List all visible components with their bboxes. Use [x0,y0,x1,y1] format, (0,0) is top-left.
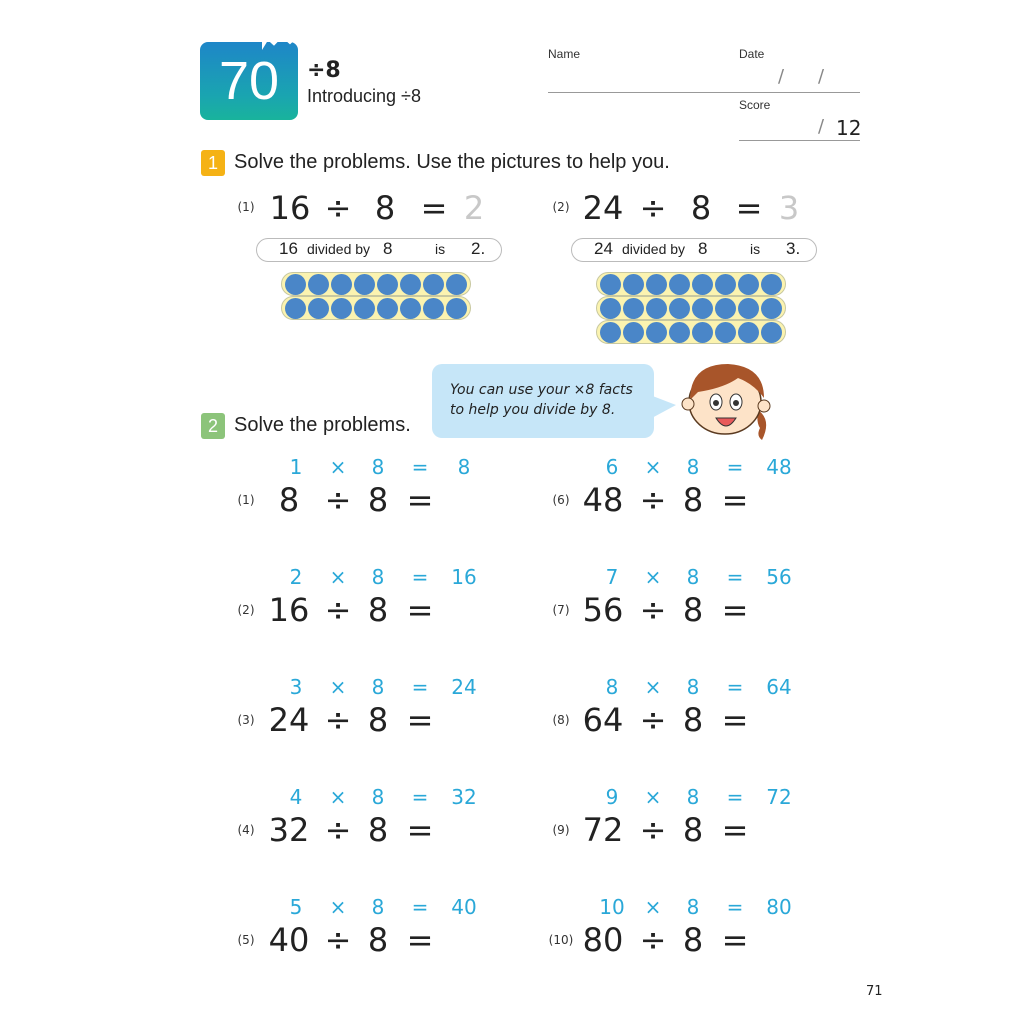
counter-dot [354,274,375,295]
equation-eq: = [420,189,448,227]
equation-op: ÷ [324,189,352,227]
equation-divisor: 8 [682,591,704,629]
hint-eight: 8 [686,565,700,589]
equation-dividend: 16 [269,189,311,227]
hint-eight: 8 [371,565,385,589]
counter-dot [669,274,690,295]
counter-dot [600,298,621,319]
hint-factor: 1 [289,455,303,479]
hint-equals: = [726,895,744,919]
problem-label: (3) [237,713,255,727]
equation-op: ÷ [324,811,352,849]
counter-row [281,296,471,320]
answer-blank[interactable] [445,812,505,848]
equation-op: ÷ [639,591,667,629]
equation-op: ÷ [639,921,667,959]
hint-factor: 8 [605,675,619,699]
counter-row [596,296,786,320]
bubble-line-2: to help you divide by 8. [450,402,616,418]
counter-dot [423,274,444,295]
equation-divisor: 8 [682,701,704,739]
counter-dot [692,274,713,295]
equation-dividend: 56 [582,591,624,629]
hint-factor: 9 [605,785,619,809]
hint-times: × [644,785,662,809]
counter-dot [646,322,667,343]
problem-label: (5) [237,933,255,947]
problem-label: (9) [552,823,570,837]
problem-label: (1) [237,200,255,214]
hint-product: 40 [451,895,477,919]
counter-dot [423,298,444,319]
sentence-is: is [750,241,761,257]
hint-eight: 8 [686,895,700,919]
section-1-number: 1 [201,150,225,176]
hint-equals: = [411,675,429,699]
hint-factor: 5 [289,895,303,919]
lesson-title: ÷8 [307,58,341,83]
section-2-instruction: Solve the problems. [234,414,411,436]
counter-dot [646,274,667,295]
answer-blank[interactable] [445,922,505,958]
equation-op: ÷ [639,481,667,519]
equation-dividend: 64 [582,701,624,739]
equation-eq: = [406,921,434,959]
problem-label: (10) [548,933,574,947]
hint-times: × [644,565,662,589]
section-2-number: 2 [201,413,225,439]
speech-bubble [432,364,654,438]
equation-eq: = [406,701,434,739]
hint-factor: 7 [605,565,619,589]
counter-dot [377,298,398,319]
hint-product: 80 [766,895,792,919]
counter-dot [354,298,375,319]
hint-product: 48 [766,455,792,479]
score-total: 12 [836,116,862,140]
counter-dot [692,298,713,319]
equation-divisor: 8 [367,811,389,849]
hint-factor: 10 [599,895,625,919]
equation-dividend: 24 [268,701,310,739]
score-field[interactable] [739,140,860,141]
equation-eq: = [406,481,434,519]
counter-dot [738,274,759,295]
date-slash: / [818,66,825,87]
sentence-divisor: 8 [698,239,708,258]
equation-divisor: 8 [367,921,389,959]
date-label: Date [739,47,765,61]
equation-op: ÷ [324,591,352,629]
name-field[interactable] [548,92,860,93]
hint-product: 24 [451,675,477,699]
counter-dot [669,322,690,343]
girl-character-illustration [680,362,780,444]
problem-label: (1) [237,493,255,507]
counter-dot [715,298,736,319]
answer-blank[interactable] [760,812,820,848]
hint-eight: 8 [371,675,385,699]
hint-equals: = [726,455,744,479]
sentence-box [571,238,817,262]
equation-eq: = [721,811,749,849]
hint-factor: 6 [605,455,619,479]
counter-dot [761,322,782,343]
equation-divisor: 8 [690,189,712,227]
answer-blank[interactable] [760,592,820,628]
hint-times: × [644,675,662,699]
answer-value: 2 [463,189,485,227]
equation-divisor: 8 [682,921,704,959]
counter-dot [669,298,690,319]
equation-dividend: 24 [582,189,624,227]
equation-eq: = [721,591,749,629]
name-label: Name [548,47,581,61]
sentence-divided-by: divided by [622,241,686,257]
equation-op: ÷ [639,189,667,227]
counter-dot [400,298,421,319]
hint-factor: 4 [289,785,303,809]
counter-dot [377,274,398,295]
equation-eq: = [721,481,749,519]
problem-label: (8) [552,713,570,727]
hint-equals: = [411,455,429,479]
equation-op: ÷ [639,811,667,849]
answer-blank[interactable] [445,592,505,628]
counter-dot [715,274,736,295]
hint-times: × [644,895,662,919]
equation-eq: = [406,591,434,629]
sentence-box [256,238,502,262]
equation-dividend: 16 [268,591,310,629]
sentence-is: is [435,241,446,257]
answer-blank[interactable] [760,702,820,738]
equation-op: ÷ [324,921,352,959]
problem-label: (4) [237,823,255,837]
hint-times: × [329,895,347,919]
answer-blank[interactable] [445,482,505,518]
counter-dot [331,298,352,319]
counter-dot [761,274,782,295]
hint-equals: = [726,565,744,589]
hint-times: × [329,785,347,809]
hint-product: 16 [451,565,477,589]
hint-product: 8 [457,455,471,479]
hint-product: 72 [766,785,792,809]
problem-label: (6) [552,493,570,507]
hint-product: 64 [766,675,792,699]
hint-times: × [329,565,347,589]
counter-dot [285,274,306,295]
counter-dot [738,322,759,343]
counter-dot [623,274,644,295]
problem-label: (2) [237,603,255,617]
sentence-answer: 2. [471,239,486,258]
equation-eq: = [406,811,434,849]
sentence-dividend: 16 [279,239,298,258]
counter-dot [285,298,306,319]
hint-eight: 8 [686,455,700,479]
equation-eq: = [735,189,763,227]
counter-dot [692,322,713,343]
answer-blank[interactable] [760,922,820,958]
hint-product: 32 [451,785,477,809]
equation-op: ÷ [324,701,352,739]
equation-dividend: 8 [278,481,300,519]
equation-divisor: 8 [682,481,704,519]
counter-dot [600,274,621,295]
sentence-divisor: 8 [383,239,393,258]
counter-dot [308,274,329,295]
equation-op: ÷ [324,481,352,519]
counter-row [281,272,471,296]
equation-divisor: 8 [682,811,704,849]
counter-dot [715,322,736,343]
hint-equals: = [726,785,744,809]
counter-dot [738,298,759,319]
counter-dot [308,298,329,319]
bubble-line-1: You can use your ×8 facts [450,382,633,398]
counter-row [596,272,786,296]
counter-dot [600,322,621,343]
sentence-answer: 3. [786,239,801,258]
answer-blank[interactable] [445,702,505,738]
hint-eight: 8 [371,895,385,919]
equation-eq: = [721,701,749,739]
equation-divisor: 8 [367,591,389,629]
hint-equals: = [726,675,744,699]
hint-eight: 8 [686,785,700,809]
hint-eight: 8 [686,675,700,699]
counter-dot [623,322,644,343]
date-slash: / [778,66,785,87]
equation-dividend: 32 [268,811,310,849]
equation-eq: = [721,921,749,959]
hint-eight: 8 [371,785,385,809]
score-slash: / [818,116,825,137]
equation-divisor: 8 [374,189,396,227]
hint-times: × [329,455,347,479]
counter-dot [446,274,467,295]
equation-dividend: 80 [582,921,624,959]
counter-dot [331,274,352,295]
equation-divisor: 8 [367,701,389,739]
equation-dividend: 48 [582,481,624,519]
score-label: Score [739,98,771,112]
bubble-tail [650,395,676,419]
equation-dividend: 72 [582,811,624,849]
answer-value: 3 [778,189,800,227]
equation-op: ÷ [639,701,667,739]
answer-blank[interactable] [760,482,820,518]
section-1-instruction: Solve the problems. Use the pictures to help you. [234,151,670,173]
counter-dot [446,298,467,319]
hint-times: × [644,455,662,479]
sentence-dividend: 24 [594,239,613,258]
counter-dot [646,298,667,319]
hint-equals: = [411,785,429,809]
equation-divisor: 8 [367,481,389,519]
problem-label: (7) [552,603,570,617]
counter-dot [400,274,421,295]
lesson-subtitle: Introducing ÷8 [307,86,421,106]
page-number: 71 [866,984,883,999]
counter-dot [761,298,782,319]
problem-label: (2) [552,200,570,214]
lesson-badge: 70 [200,42,298,120]
counter-dot [623,298,644,319]
hint-factor: 3 [289,675,303,699]
hint-product: 56 [766,565,792,589]
equation-dividend: 40 [268,921,310,959]
hint-equals: = [411,895,429,919]
hint-eight: 8 [371,455,385,479]
counter-row [596,320,786,344]
hint-factor: 2 [289,565,303,589]
hint-times: × [329,675,347,699]
hint-equals: = [411,565,429,589]
sentence-divided-by: divided by [307,241,371,257]
